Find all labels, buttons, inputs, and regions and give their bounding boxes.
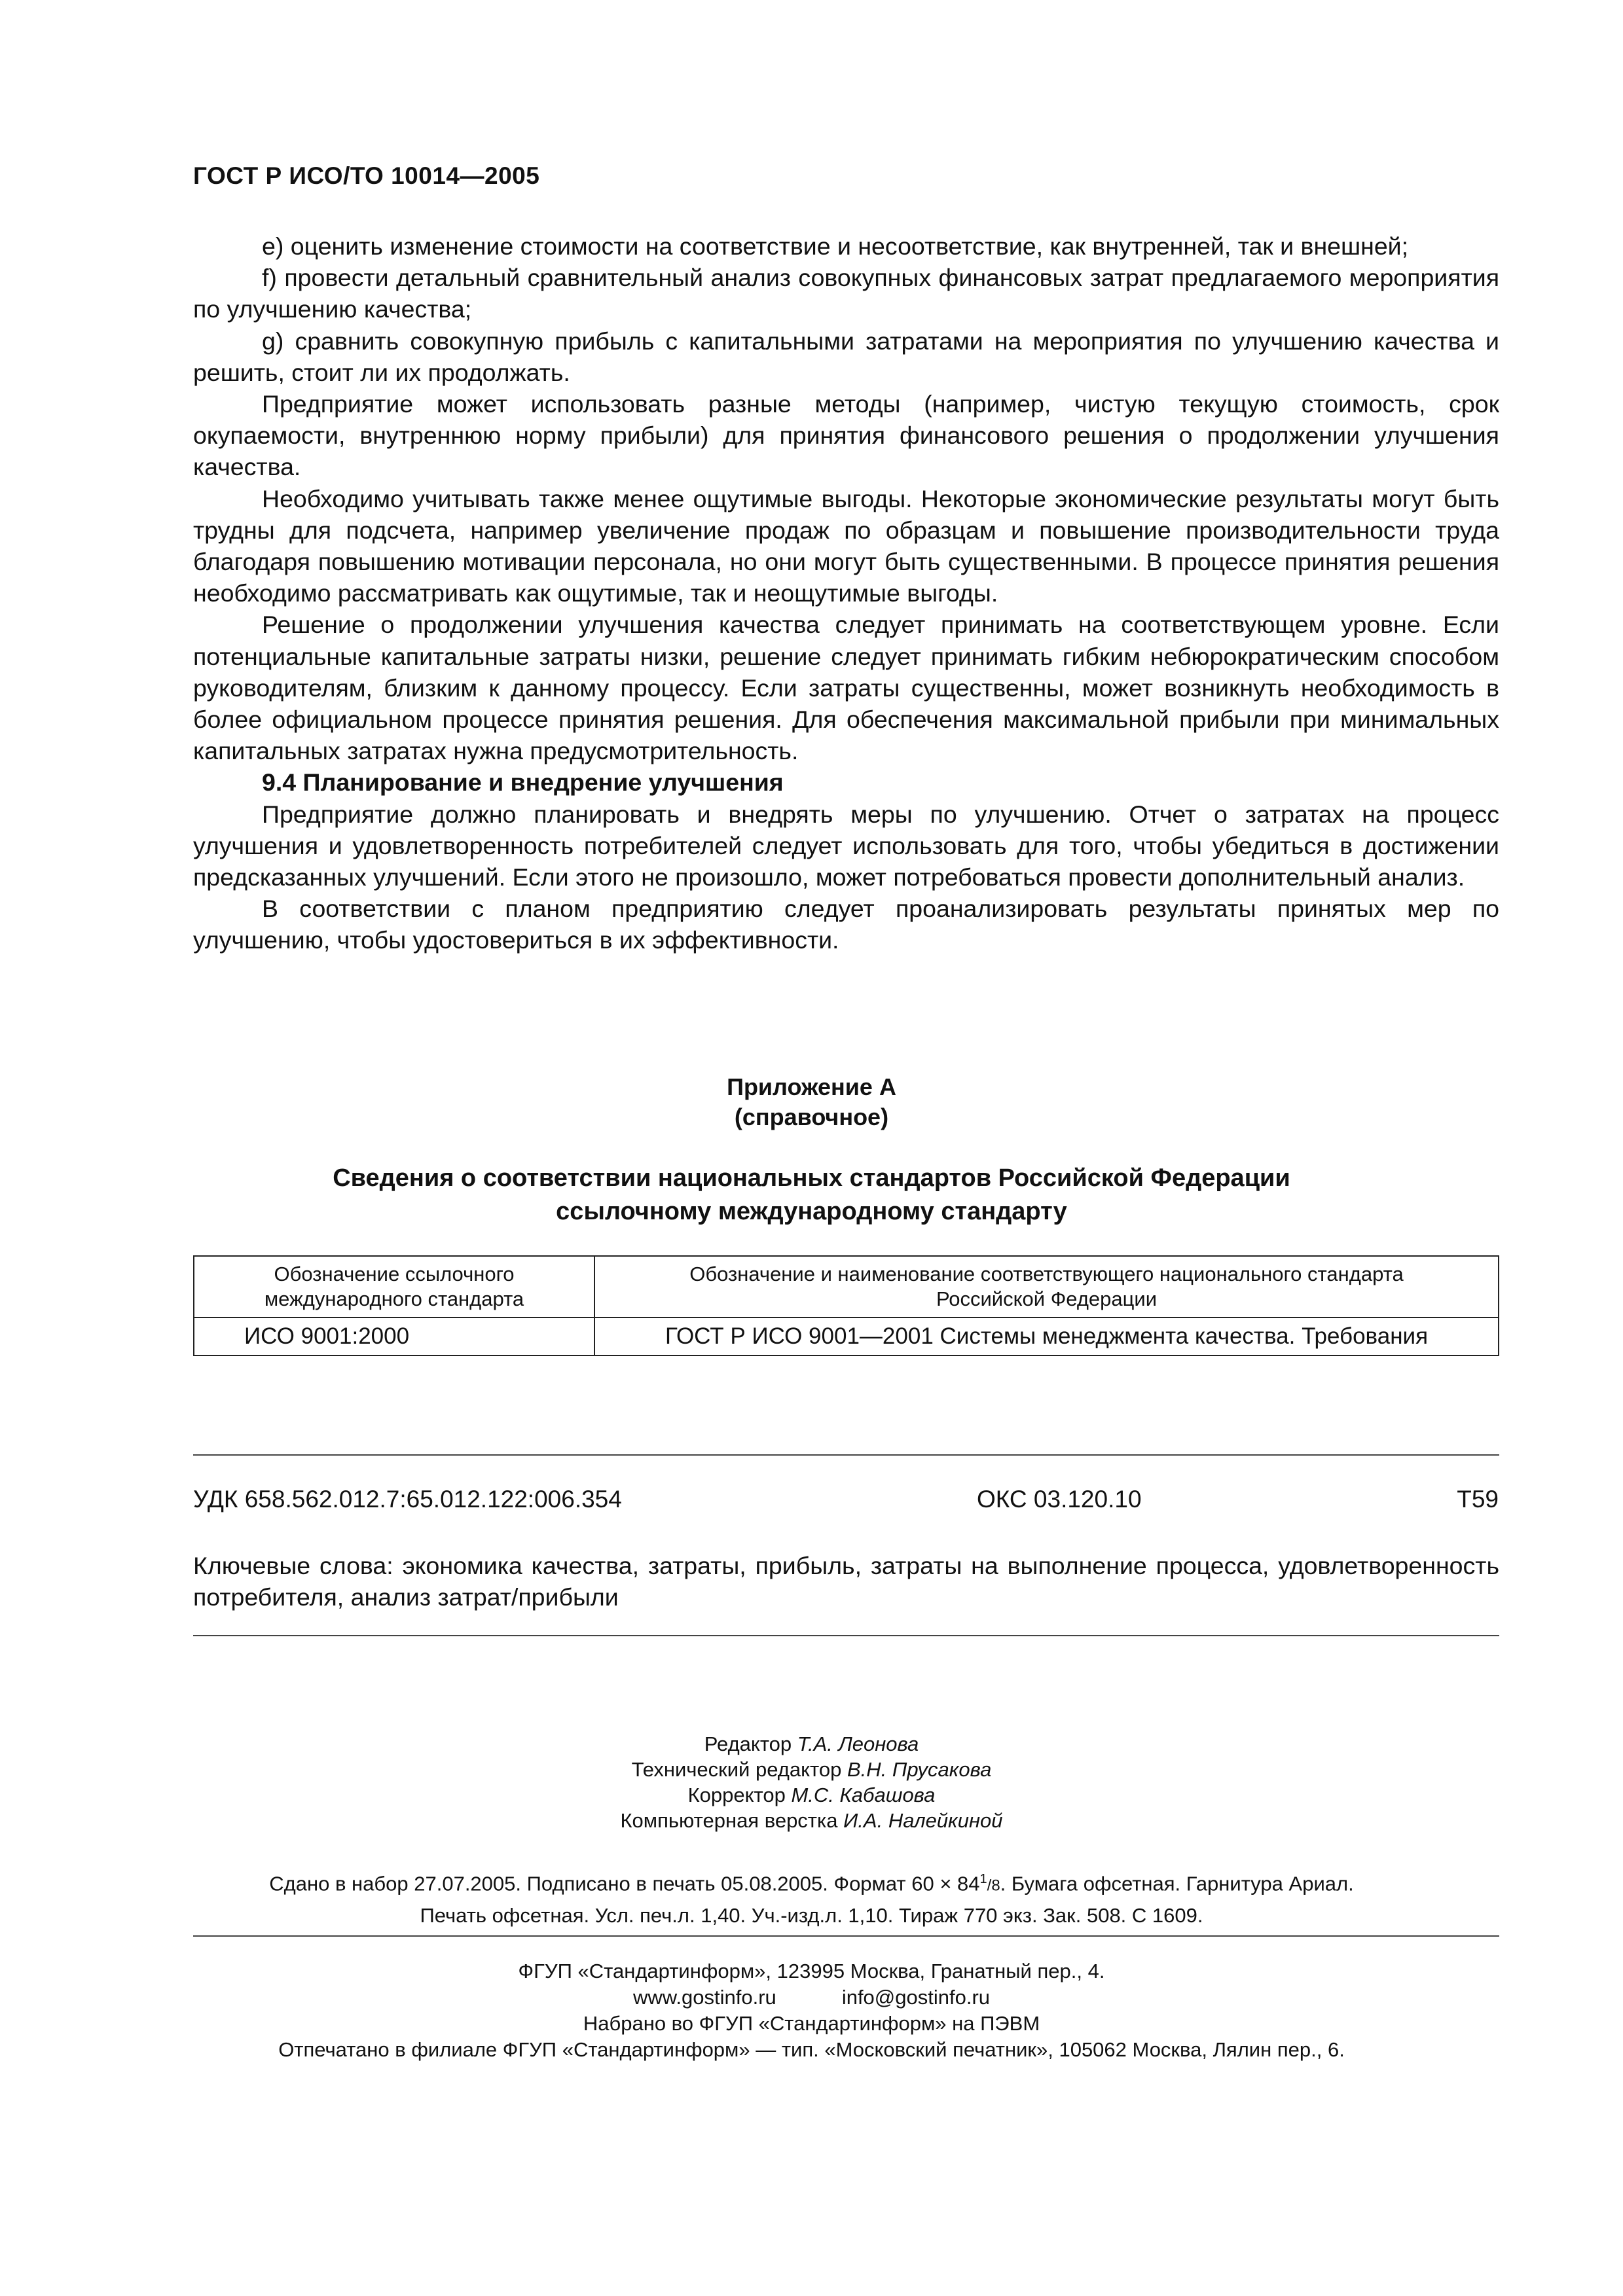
publisher-typeset: Набрано во ФГУП «Стандартинформ» на ПЭВМ [583,2012,1040,2035]
table-row [194,1318,1499,1355]
credit-person: Т.А. Леонова [797,1732,919,1755]
credit-person: И.А. Налейкиной [843,1809,1003,1832]
body-text [193,230,1499,956]
credit-role: Корректор [687,1784,786,1806]
paragraph: Предприятие может использовать разные методы (например, чистую текущую стоимость, срок окупаемости, внутреннюю норму прибыли) для принятия финансового решения о продолжении улучшения качества. [193,390,1499,481]
document-header: ГОСТ Р ИСО/ТО 10014—2005 [193,162,540,189]
col-header-national [594,1256,1499,1318]
oks-code: ОКС 03.120.10 [977,1486,1142,1513]
annex-title-line: Сведения о соответствии национальных стандартов Российской Федерации [333,1164,1290,1192]
credit-role: Технический редактор [631,1758,842,1781]
paragraph: Предприятие должно планировать и внедрять меры по улучшению. Отчет о затратах на процесс улучшения и удовлетворенность потребителей следует использовать для того, чтобы убедиться в достижении предсказанных улучшений. Если этого не произошло, может потребоваться провести дополнительный анализ. [193,800,1499,891]
publisher-contacts [0,1984,1623,2011]
col-header-intl [194,1256,594,1318]
credit-layout [0,1808,1623,1833]
credit-tech-editor [0,1757,1623,1782]
credit-role: Редактор [704,1732,792,1755]
annex-status: (справочное) [734,1103,889,1130]
annex-title [0,1162,1623,1229]
table-cell-intl: ИСО 9001:2000 [194,1318,594,1355]
table-header-row [194,1256,1499,1318]
paragraph: Необходимо учитывать также менее ощутимые выгоды. Некоторые экономические результаты могут быть трудны для подсчета, например увеличение продаж по образцам и повышение производительности труда благодаря повышению мотивации персонала, но они могут быть существенными. В процессе принятия решения необходимо рассматривать как ощутимые, так и неощутимые выгоды. [193,484,1499,607]
col-header-national-text: Обозначение и наименование соответствующего национального стандарта Российской Федерации [689,1263,1404,1310]
paragraph: e) оценить изменение стоимости на соответствие и несоответствие, как внутренней, так и внешней; [262,232,1409,260]
email-link[interactable]: info@gostinfo.ru [841,1986,991,2009]
keywords: Ключевые слова: экономика качества, затраты, прибыль, затраты на выполнение процесса, удовлетворенность потребителя, анализ затрат/прибыли [193,1552,1499,1611]
website-link[interactable]: www.gostinfo.ru [632,1986,776,2009]
credit-role: Компьютерная верстка [620,1809,838,1832]
section-heading: 9.4 Планирование и внедрение улучшения [262,768,784,797]
annex-label: Приложение А [727,1073,896,1100]
udk-code: УДК 658.562.012.7:65.012.122:006.354 [193,1486,622,1513]
divider [193,1635,1499,1636]
credit-editor [0,1731,1623,1757]
col-header-intl-text: Обозначение ссылочного международного стандарта [264,1263,524,1310]
annex-title-line: ссылочному международному стандарту [556,1198,1067,1225]
publisher-info [0,1958,1623,2063]
paragraph: В соответствии с планом предприятию следует проанализировать результаты принятых мер по улучшению, чтобы удостовериться в их эффективности. [193,895,1499,954]
credit-corrector [0,1782,1623,1808]
publisher-printed: Отпечатано в филиале ФГУП «Стандартинформ» — тип. «Московский печатник», 105062 Москва, Лялин пер., 6. [278,2038,1345,2061]
paragraph: f) провести детальный сравнительный анализ совокупных финансовых затрат предлагаемого мероприятия по улучшению качества; [193,264,1499,323]
imprint-line-1: Сдано в набор 27.07.2005. Подписано в печать 05.08.2005. Формат $60 \times 84^1/8$. Бумага офсетная. Гарнитура Ариал. [269,1872,1354,1895]
imprint-line-2: Печать офсетная. Усл. печ.л. 1,40. Уч.-изд.л. 1,10. Тираж 770 экз. Зак. 508. С 1609. [420,1904,1203,1928]
table-cell-national: ГОСТ Р ИСО 9001—2001 Системы менеджмента качества. Требования [594,1318,1499,1355]
reference-table [193,1255,1499,1356]
credit-person: В.Н. Прусакова [847,1758,992,1781]
imprint [0,1864,1623,1931]
classification-code: Т59 [1457,1486,1499,1513]
paragraph: Решение о продолжении улучшения качества следует принимать на соответствующем уровне. Если потенциальные капитальные затраты низки, решение следует принимать гибким небюрократическим способом руководителям, близким к данному процессу. Если затраты существенны, может возникнуть необходимость в более официальном процессе принятия решения. Для обеспечения максимальной прибыли при минимальных капитальных затратах нужна предусмотрительность. [193,611,1499,765]
credit-person: М.С. Кабашова [791,1784,936,1806]
divider [193,1935,1499,1937]
publisher-address: ФГУП «Стандартинформ», 123995 Москва, Гранатный пер., 4. [518,1960,1105,1982]
paragraph: g) сравнить совокупную прибыль с капитальными затратами на мероприятия по улучшению качества и решить, стоит ли их продолжать. [193,327,1499,386]
credits [0,1731,1623,1833]
divider [193,1454,1499,1456]
